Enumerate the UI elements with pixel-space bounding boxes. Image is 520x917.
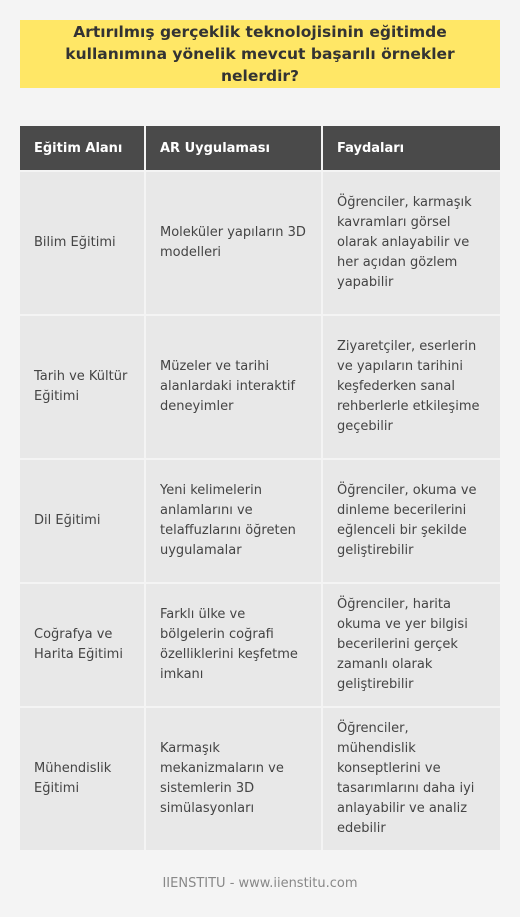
cell-application: Müzeler ve tarihi alanlardaki interaktif deneyimler: [146, 316, 321, 458]
cell-benefits: Ziyaretçiler, eserlerin ve yapıların tarihini keşfederken sanal rehberlerle etkileşime geçebilir: [323, 316, 500, 458]
table-row: [20, 316, 500, 458]
table-row: [20, 708, 500, 850]
footer-credit: IIENSTITU - www.iienstitu.com: [162, 876, 358, 891]
cell-application: Moleküler yapıların 3D modelleri: [146, 172, 321, 314]
cell-field: Tarih ve Kültür Eğitimi: [20, 316, 144, 458]
cell-field: Dil Eğitimi: [20, 460, 144, 582]
cell-field: Coğrafya ve Harita Eğitimi: [20, 584, 144, 706]
cell-application: Farklı ülke ve bölgelerin coğrafi özelliklerini keşfetme imkanı: [146, 584, 321, 706]
cell-benefits: Öğrenciler, harita okuma ve yer bilgisi becerilerini gerçek zamanlı olarak geliştirebilir: [323, 584, 500, 706]
cell-benefits: Öğrenciler, okuma ve dinleme becerilerini eğlenceli bir şekilde geliştirebilir: [323, 460, 500, 582]
cell-benefits: Öğrenciler, karmaşık kavramları görsel olarak anlayabilir ve her açıdan gözlem yapabilir: [323, 172, 500, 314]
cell-benefits: Öğrenciler, mühendislik konseptlerini ve tasarımlarını daha iyi anlayabilir ve analiz edebilir: [323, 708, 500, 850]
table-row: [20, 584, 500, 706]
title-banner: [20, 20, 500, 88]
column-header-benefits: Faydaları: [323, 126, 500, 170]
page-title: Artırılmış gerçeklik teknolojisinin eğitimde kullanımına yönelik mevcut başarılı örnekler nelerdir?: [65, 23, 455, 85]
table-row: [20, 460, 500, 582]
table-header-row: [20, 126, 500, 170]
cell-field: Mühendislik Eğitimi: [20, 708, 144, 850]
cell-application: Karmaşık mekanizmaların ve sistemlerin 3D simülasyonları: [146, 708, 321, 850]
column-header-application: AR Uygulaması: [146, 126, 321, 170]
comparison-table: [18, 124, 502, 852]
column-header-field: Eğitim Alanı: [20, 126, 144, 170]
cell-application: Yeni kelimelerin anlamlarını ve telaffuzlarını öğreten uygulamalar: [146, 460, 321, 582]
table-row: [20, 172, 500, 314]
cell-field: Bilim Eğitimi: [20, 172, 144, 314]
